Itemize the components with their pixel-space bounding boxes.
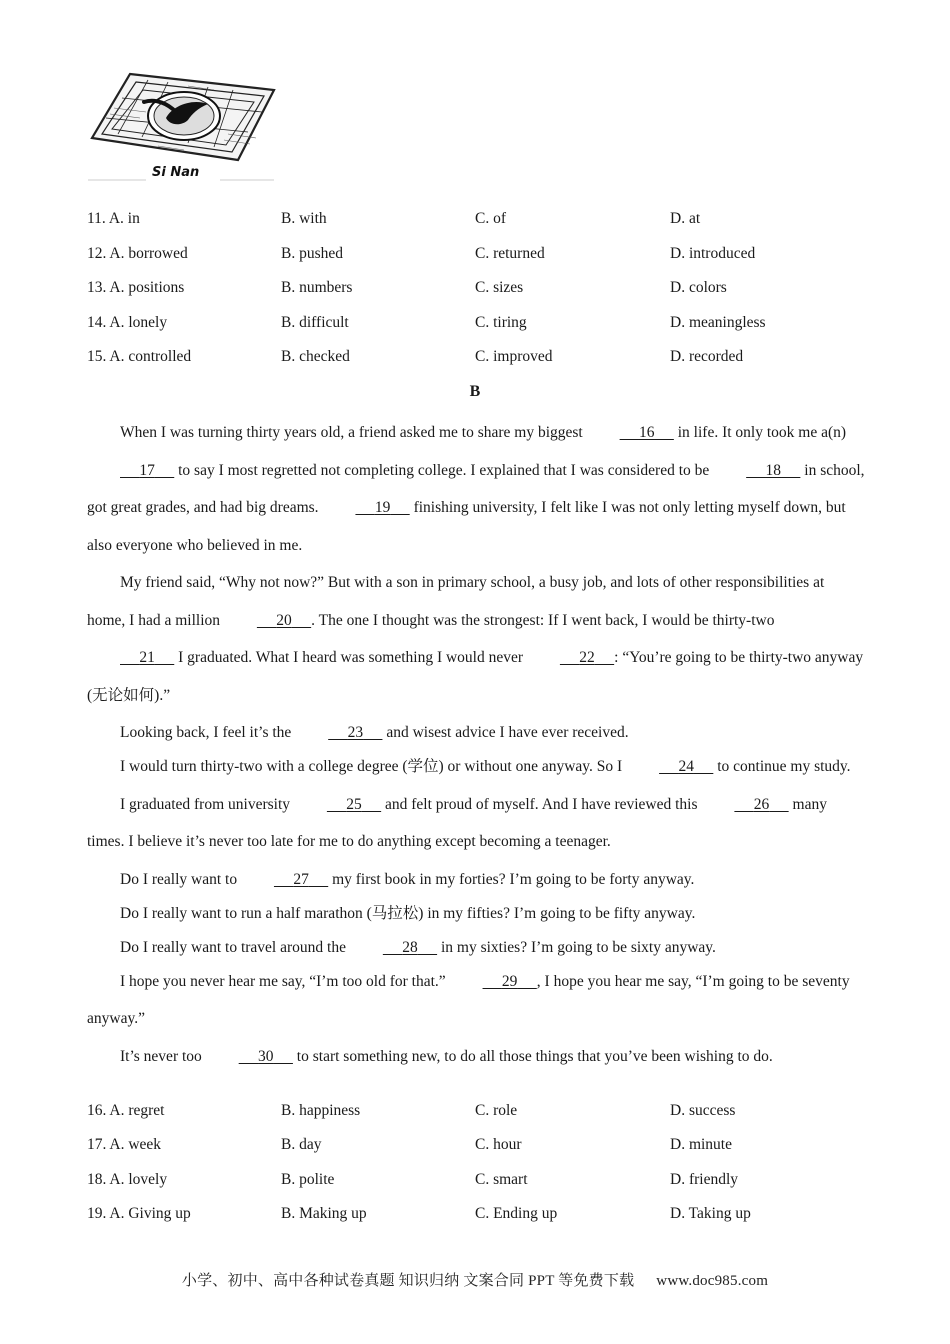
option-d: D. at	[670, 210, 701, 227]
section-heading: B	[469, 383, 481, 400]
blank-19: 19	[374, 499, 391, 516]
blank-26: 26	[753, 795, 770, 813]
options-row-15	[87, 348, 877, 370]
si-nan-compass-image	[88, 68, 278, 182]
options-row-16	[87, 1102, 877, 1124]
option-c: C. tiring	[475, 314, 527, 331]
option-a: 12. A. borrowed	[87, 245, 188, 262]
option-c: C. sizes	[475, 279, 524, 296]
page-footer	[0, 1269, 950, 1290]
blank-22: 22	[579, 649, 595, 666]
blank-25: 25	[346, 795, 362, 813]
option-a: 18. A. lovely	[87, 1171, 168, 1188]
option-b: B. numbers	[281, 279, 353, 296]
option-d: D. colors	[670, 279, 727, 296]
option-b: B. Making up	[281, 1205, 367, 1222]
option-c: C. returned	[475, 245, 545, 262]
blank-30: 30	[258, 1047, 274, 1065]
paragraph-8: Do I really want to travel around the 28 in my sixties? I’m going to be sixty anyway.	[87, 929, 865, 967]
option-a: 13. A. positions	[87, 279, 185, 296]
option-b: B. pushed	[281, 245, 343, 262]
paragraph-4: I would turn thirty-two with a college degree (学位) or without one anyway. So I 24 to continue my study.	[87, 748, 865, 786]
option-b: B. with	[281, 210, 327, 227]
blank-27: 27	[293, 870, 309, 888]
options-row-14	[87, 314, 877, 336]
option-b: B. happiness	[281, 1102, 361, 1119]
option-d: D. minute	[670, 1136, 732, 1153]
paragraph-3: Looking back, I feel it’s the 23 and wisest advice I have ever received.	[87, 714, 865, 752]
blank-28: 28	[402, 938, 418, 956]
passage-b	[87, 414, 865, 1075]
option-c: C. Ending up	[475, 1205, 558, 1222]
options-row-17	[87, 1136, 877, 1158]
paragraph-2: My friend said, “Why not now?” But with a son in primary school, a busy job, and lots of other responsibilities at home, I had a million 20 . The one I thought was the strongest: If I went back, I would be thirty-two 21 I graduated. What I heard was something I would never 22 : “You’re going to be thirty-two anyway (无论如何).”	[87, 574, 864, 704]
option-a: 19. A. Giving up	[87, 1205, 191, 1222]
paragraph-7: Do I really want to run a half marathon (马拉松) in my fifties? I’m going to be fifty anyway.	[120, 904, 696, 922]
option-a: 17. A. week	[87, 1136, 162, 1153]
option-c: C. role	[475, 1102, 518, 1119]
footer-link[interactable]: www.doc985.com	[656, 1273, 769, 1289]
option-c: C. of	[475, 210, 506, 227]
option-d: D. introduced	[670, 245, 756, 262]
blank-16: 16	[638, 424, 655, 441]
paragraph-10: It’s never too 30 to start something new, to do all those things that you’ve been wishing to do.	[87, 1038, 865, 1076]
option-a: 16. A. regret	[87, 1102, 165, 1119]
paragraph-9: I hope you never hear me say, “I’m too old for that.” 29 , I hope you hear me say, “I’m going to be seventy anyway.”	[87, 963, 865, 1038]
paragraph-6: Do I really want to 27 my first book in my forties? I’m going to be forty anyway.	[87, 861, 865, 899]
option-c: C. hour	[475, 1136, 522, 1153]
option-b: B. polite	[281, 1171, 335, 1188]
option-d: D. friendly	[670, 1171, 739, 1188]
paragraph-5: I graduated from university 25 and felt proud of myself. And I have reviewed this 26 many times. I believe it’s never too late for me to do anything except becoming a teenager.	[87, 786, 865, 861]
option-d: D. Taking up	[670, 1205, 751, 1222]
options-row-19	[87, 1205, 877, 1227]
option-c: C. improved	[475, 348, 553, 365]
option-b: B. checked	[281, 348, 350, 365]
blank-29: 29	[501, 972, 518, 990]
option-d: D. success	[670, 1102, 736, 1119]
option-d: D. meaningless	[670, 314, 766, 331]
footer-text: 小学、初中、高中各种试卷真题 知识归纳 文案合同 PPT 等免费下载	[181, 1273, 635, 1289]
option-c: C. smart	[475, 1171, 528, 1188]
option-b: B. difficult	[281, 314, 349, 331]
blank-24: 24	[678, 758, 694, 775]
option-a: 11. A. in	[87, 210, 140, 227]
option-b: B. day	[281, 1136, 322, 1153]
options-row-18	[87, 1171, 877, 1193]
figure-caption: Si Nan	[152, 165, 200, 180]
options-row-11	[87, 210, 877, 232]
option-a: 15. A. controlled	[87, 348, 192, 365]
blank-20: 20	[276, 611, 292, 629]
option-d: D. recorded	[670, 348, 744, 365]
options-row-13	[87, 279, 877, 301]
blank-18: 18	[765, 461, 782, 479]
option-a: 14. A. lonely	[87, 314, 168, 331]
blank-23: 23	[347, 724, 364, 741]
blank-17: 17	[139, 461, 155, 479]
blank-21: 21	[139, 649, 155, 666]
paragraph-1: When I was turning thirty years old, a friend asked me to share my biggest 16 in life. It only took me a(n) 17 to say I most regretted not completing college. I explained that I was considered to be 18 in school, got great grades, and had big dreams. 19 finishing university, I felt like I was not only letting myself down, but also everyone who believed in me.	[87, 414, 865, 564]
options-row-12	[87, 245, 877, 267]
